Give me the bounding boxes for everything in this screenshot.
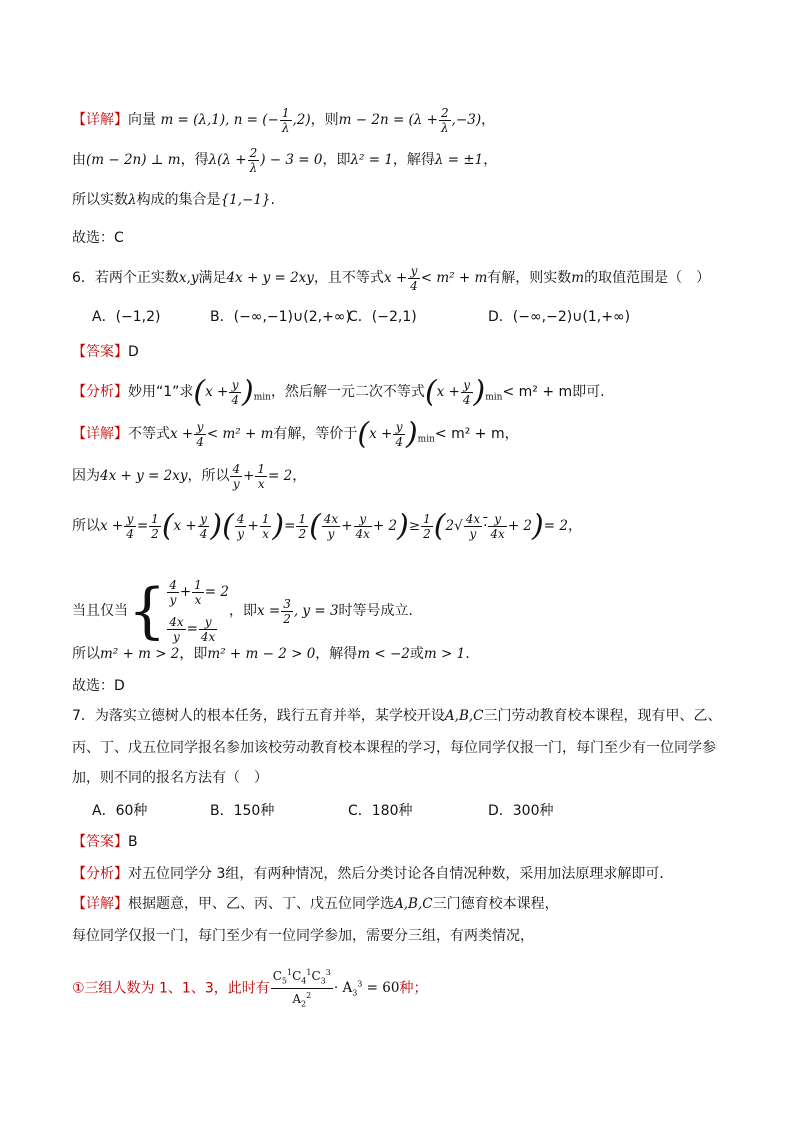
q6-choice: 故选：D	[72, 678, 125, 694]
text: .	[270, 192, 275, 208]
vector-def: m = (λ,1), n = (− $\frac{1}{\lambda}$ ,2)	[160, 106, 311, 135]
text: 对五位同学分 3组，有两种情况，然后分类讨论各自情况种数，采用加法原理求解即可．	[128, 866, 674, 882]
text: 三门德育校本课程，	[432, 896, 559, 912]
inequality: x + $\frac{y}{4}$ < m² + m	[383, 264, 488, 293]
text: 7．为落实立德树人的根本任务，践行五育并举，某学校开设	[72, 708, 445, 724]
text: 由	[72, 152, 86, 168]
math: λ	[128, 192, 137, 208]
text: 满足	[198, 270, 227, 286]
q7-option-d: D．300种	[488, 803, 554, 819]
text: 所以	[72, 646, 100, 662]
question-7-stem-2: 丙、丁、戊五位同学报名参加该校劳动教育校本课程的学习，每位同学仅报一门，每门至少有一位同学参	[72, 740, 716, 756]
min-expr: (x + $\frac{y}{4}$ )$_{min}$	[193, 374, 271, 410]
q6-detail-1	[72, 416, 519, 452]
text: 的取值范围是（ ）	[584, 270, 711, 286]
equation: λ(λ + $\frac{2}{\lambda}$ ) − 3 = 0	[208, 146, 323, 175]
q6-option-c: C．(−2,1)	[348, 309, 417, 325]
math: x,y	[178, 270, 199, 286]
text: ，解得	[392, 152, 435, 168]
text: < m² + m即可.	[502, 384, 605, 400]
q7-option-a: A．60种	[92, 803, 148, 819]
text: 根据题意，甲、乙、丙、丁、戊五位同学选	[128, 896, 394, 912]
answer-label: 【答案】	[72, 344, 128, 360]
reciprocal-sum: $\frac{4}{y}$ + $\frac{1}{x}$ = 2	[232, 462, 293, 491]
math: m² + m − 2 > 0	[207, 646, 316, 662]
text: ，即	[322, 152, 351, 168]
inequality: x + $\frac{y}{4}$ < m² + m	[170, 420, 274, 449]
q7-detail-1	[72, 894, 559, 914]
q7-case-1	[72, 966, 427, 1012]
case1-formula: $\frac{C_5^1C_4^1C_3^3}{A_2^2}$ · $A_3^3 = 60$	[272, 968, 400, 1009]
q7-answer	[72, 832, 138, 852]
text: ，所以	[187, 468, 230, 484]
q6-so	[72, 508, 582, 544]
text: ，	[481, 112, 496, 128]
math: {1,−1}	[220, 192, 271, 208]
detail-line-1	[72, 106, 495, 135]
text: 有解，等价于	[273, 426, 358, 442]
math: m > 1	[423, 646, 466, 662]
q7-analysis	[72, 864, 673, 884]
text: ，解得	[315, 646, 358, 662]
equality-point: x = $\frac{3}{2}$ , y = 3	[256, 597, 339, 626]
q6-analysis	[72, 374, 605, 410]
q7-detail-2: 每位同学仅报一门，每门至少有一位同学参加，需要分三组，有两类情况，	[72, 928, 534, 944]
answer-value: B	[128, 834, 138, 850]
text: ，则	[310, 112, 339, 128]
detail-label: 【详解】	[72, 896, 128, 912]
detail-line-3	[72, 190, 275, 210]
detail-label: 【详解】	[72, 426, 128, 442]
answer-label: 【答案】	[72, 834, 128, 850]
text: ，且不等式	[313, 270, 384, 286]
analysis-label: 【分析】	[72, 866, 128, 882]
math: 4x + y = 2xy	[100, 468, 188, 484]
answer-value: D	[128, 344, 139, 360]
text: 当且仅当	[72, 603, 128, 619]
vector-diff: m − 2n = (λ + $\frac{2}{\lambda}$ ,−3)	[338, 106, 482, 135]
text: 时等号成立.	[338, 603, 413, 619]
text: ，即	[179, 646, 208, 662]
choice-line-5: 故选：C	[72, 230, 124, 246]
question-7-stem-1	[72, 706, 722, 726]
text: 所以实数	[72, 192, 128, 208]
question-6-stem	[72, 264, 710, 293]
text: ，	[292, 468, 307, 484]
q6-option-a: A．(−1,2)	[92, 309, 161, 325]
text: 妙用“1”求	[128, 384, 194, 400]
text: ，即	[228, 603, 257, 619]
text: ①三组人数为 1、1、3，此时有	[72, 980, 270, 997]
q6-result	[72, 644, 470, 664]
math: A,B,C	[444, 708, 484, 724]
math: 4x + y = 2xy	[226, 270, 314, 286]
q6-option-b: B．(−∞,−1)∪(2,+∞)	[210, 309, 351, 325]
text: 向量	[128, 112, 156, 128]
math: A,B,C	[394, 896, 433, 912]
text: 6．若两个正实数	[72, 270, 179, 286]
detail-line-2	[72, 146, 497, 175]
math: m² + m > 2	[100, 646, 180, 662]
q7-option-b: B．150种	[210, 803, 275, 819]
text: 或	[409, 646, 424, 662]
text: 种；	[399, 980, 428, 997]
text: 不等式	[128, 426, 170, 442]
math: λ² = 1	[350, 152, 393, 168]
q6-equality	[72, 578, 413, 644]
min-expr-2: (x + $\frac{y}{4}$ )$_{min}$	[424, 374, 503, 410]
equality-system: { $\frac{4}{y}$ + $\frac{1}{x}$ = 2 $\frac{4x}{y}$ = $\frac{y}{4x}$	[128, 576, 229, 646]
detail-label: 【详解】	[72, 112, 128, 128]
question-7-stem-3: 加，则不同的报名方法有（ ）	[72, 770, 268, 786]
min-expr: (x + $\frac{y}{4}$ )$_{min}$	[357, 416, 435, 452]
perp-condition: (m − 2n) ⊥ m	[86, 152, 181, 168]
text: 三门劳动教育校本课程，现有甲、乙、	[483, 708, 722, 724]
math: λ = ±1	[434, 152, 484, 168]
math: m < −2	[357, 646, 410, 662]
text: 有解，则实数	[487, 270, 572, 286]
text: ，然后解一元二次不等式	[270, 384, 425, 400]
q6-since	[72, 462, 306, 491]
am-gm-chain: x + $\frac{y}{4}$ = $\frac{1}{2}$ (x + $\frac{y}{4}$ )( $\frac{4}{y}$ + $\frac{1}{x}$ )= $\frac{1}{2}$ ( $\frac{4x}{y}$ + $\frac{y}{4x}$ + 2)≥ $\frac{1}{2}$ (2√ $\frac{4x}{y}$ · $\frac{y}{4x}$ + 2)= 2	[100, 508, 568, 544]
text: < m² + m，	[434, 426, 519, 442]
q6-answer	[72, 342, 139, 362]
text: ，	[483, 152, 498, 168]
text: ，	[567, 518, 582, 534]
analysis-label: 【分析】	[72, 384, 128, 400]
text: 所以	[72, 518, 100, 534]
q7-option-c: C．180种	[348, 803, 413, 819]
text: 因为	[72, 468, 100, 484]
text: .	[465, 646, 470, 662]
text: ，得	[180, 152, 209, 168]
math: m	[571, 270, 585, 286]
text: 构成的集合是	[136, 192, 221, 208]
q6-option-d: D．(−∞,−2)∪(1,+∞)	[488, 309, 631, 325]
